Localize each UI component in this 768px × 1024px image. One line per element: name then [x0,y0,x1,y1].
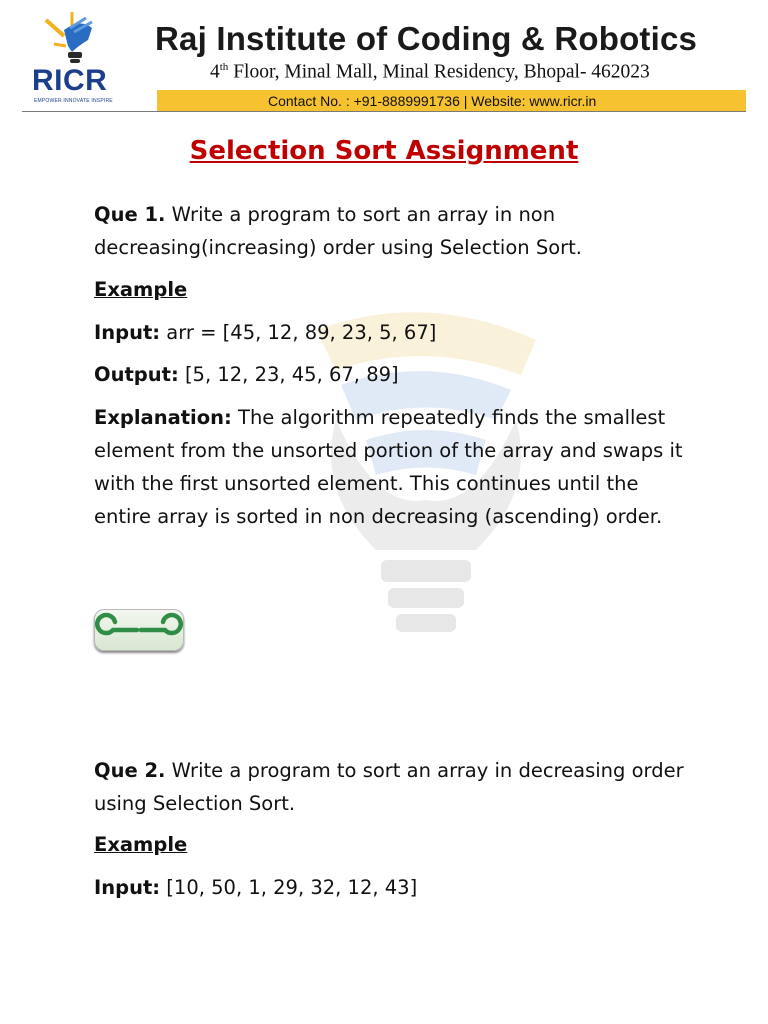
question-2 [94,754,684,820]
header-divider [22,111,746,112]
logo-tagline: EMPOWER INNOVATE INSPIRE [34,98,113,104]
logo-wordmark: RICR [32,64,108,97]
document-title: Selection Sort Assignment [189,136,579,166]
question-label: Que 2. [94,759,166,782]
example-heading: Example [94,278,188,301]
example-explanation: Explanation: The algorithm repeatedly finds the smallest element from the unsorted portion of the array and swaps it with the first unsorted element. This continues until the entire array is sorted in non decreasing (ascending) order. [94,406,683,528]
institute-name: Raj Institute of Coding & Robotics [155,20,698,57]
contact-info: Contact No. : +91-8889991736 | Website: www.ricr.in [268,93,597,109]
example-output: Output: [5, 12, 23, 45, 67, 89] [94,363,399,386]
bulb-hand-icon [42,10,102,68]
example-input: Input: arr = [45, 12, 89, 23, 5, 67] [94,321,437,344]
example-input: Input: [10, 50, 1, 29, 32, 12, 43] [94,876,418,899]
question-label: Que 1. [94,203,166,226]
institute-address: 4th Floor, Minal Mall, Minal Residency, Bhopal- 462023 [210,61,650,83]
geeksforgeeks-link-button[interactable] [94,609,184,651]
question-1 [94,198,694,264]
question-text: Write a program to sort an array in non decreasing(increasing) order using Selection Sort. [94,203,583,259]
example-heading: Example [94,833,188,856]
question-text: Write a program to sort an array in decreasing order using Selection Sort. [94,759,684,815]
geeksforgeeks-logo-icon [95,610,183,650]
ricr-logo [22,10,162,110]
